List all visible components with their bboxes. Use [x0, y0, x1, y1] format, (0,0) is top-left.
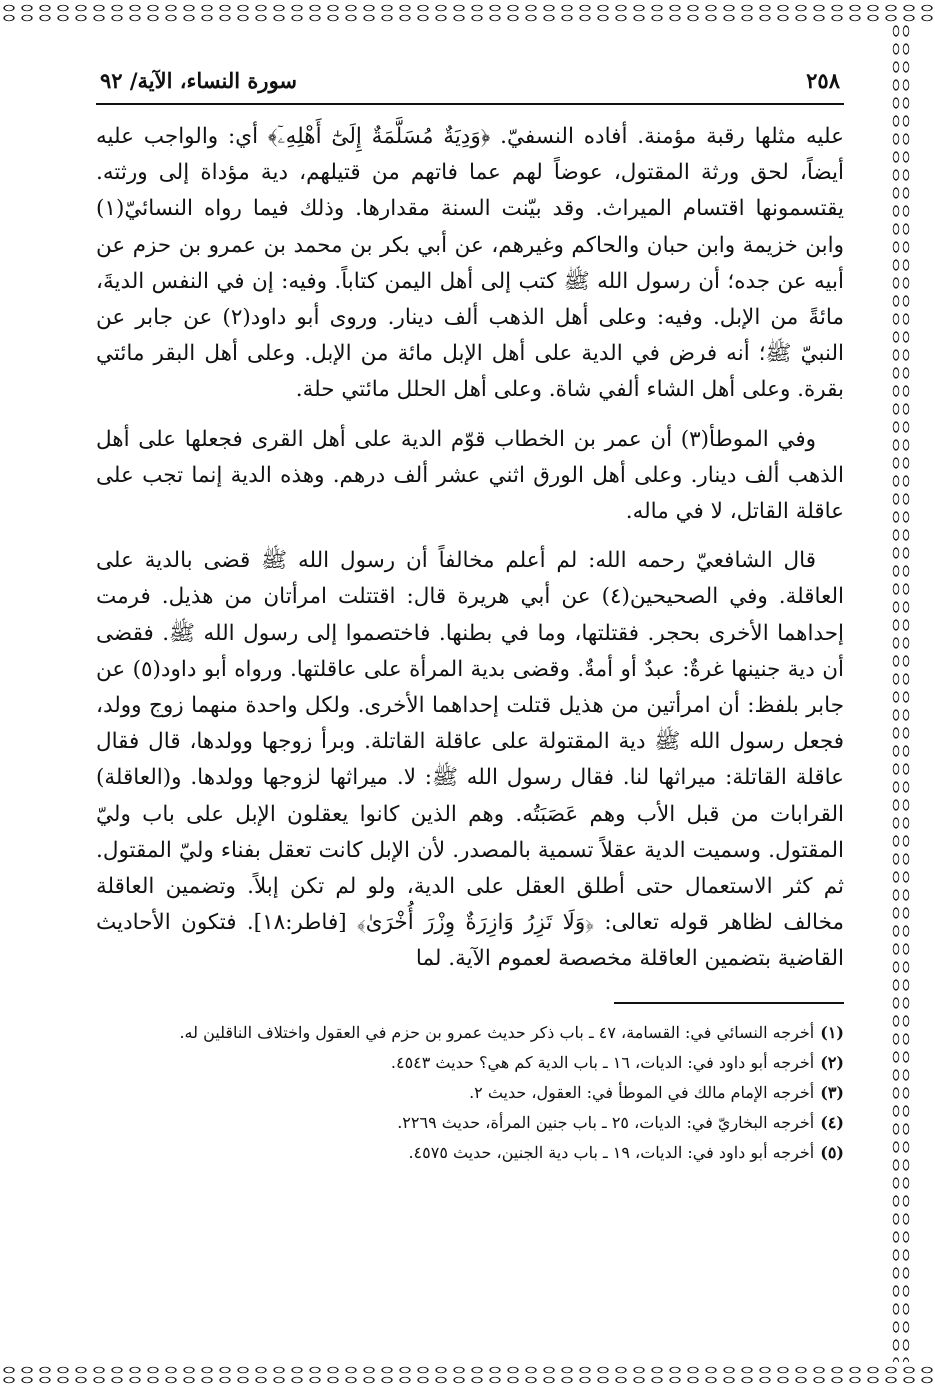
footnote-text: أخرجه أبو داود في: الديات، ١٩ ـ باب دية الجنين، حديث ٤٥٧٥. — [408, 1142, 815, 1162]
paragraph-1: عليه مثلها رقبة مؤمنة. أفاده النسفيّ. ﴿وَدِيَةٌ مُسَلَّمَةٌ إِلَىٰٓ أَهْلِهِۦٓ﴾ أي: والواجب عليه أيضاً، لحق ورثة المقتول، عوضاً لهم عما فاتهم من قتيلهم، دية مؤداة إلى ورثته. يقتسمونها اقتسام الميراث. وقد بيّنت السنة مقدارها. وذلك فيما رواه النسائيّ(١) وابن خزيمة وابن حبان والحاكم وغيرهم، عن أبي بكر بن محمد بن عمرو بن حزم عن أبيه عن جده؛ أن رسول الله ﷺ كتب إلى أهل اليمن كتاباً. وفيه: إن في النفس الديةَ، مائةً من الإبل. وفيه: وعلى أهل الذهب ألف دينار. وروى أبو داود(٢) عن جابر عن النبيّ ﷺ؛ أنه فرض في الدية على أهل الإبل مائة من الإبل. وعلى أهل البقر مائتي بقرة. وعلى أهل الشاء ألفي شاة. وعلى أهل الحلل مائتي حلة. — [96, 124, 844, 403]
footnote-2 — [96, 1048, 844, 1078]
paragraph-2: وفي الموطأ(٣) أن عمر بن الخطاب قوّم الدية على أهل القرى فجعلها على أهل الذهب ألف دينار. وعلى أهل الورق اثني عشر ألف درهم. وهذه الدية إنما تجب على عاقلة القاتل، لا في ماله. — [96, 426, 844, 525]
decorative-border-bottom — [0, 1362, 935, 1389]
footnote-number: (٥) — [820, 1142, 844, 1162]
page-number: ٢٥٨ — [806, 68, 840, 93]
footnote-text: أخرجه النسائي في: القسامة، ٤٧ ـ باب ذكر حديث عمرو بن حزم في العقول واختلاف الناقلين له. — [179, 1022, 815, 1042]
page-header — [96, 62, 844, 105]
footnote-text: أخرجه البخاريّ في: الديات، ٢٥ ـ باب جنين المرأة، حديث ٢٢٦٩. — [397, 1112, 815, 1132]
footnotes — [96, 1018, 844, 1168]
footnote-text: أخرجه الإمام مالك في الموطأ في: العقول، حديث ٢. — [469, 1082, 815, 1102]
main-text — [96, 119, 844, 978]
footnote-1 — [96, 1018, 844, 1048]
decorative-border-right — [889, 22, 913, 1366]
footnote-number: (١) — [820, 1022, 844, 1042]
surah-title: سورة النساء، الآية/ ٩٢ — [100, 68, 298, 93]
footnote-number: (٣) — [820, 1082, 844, 1102]
paragraph-3: قال الشافعيّ رحمه الله: لم أعلم مخالفاً أن رسول الله ﷺ قضى بالدية على العاقلة. وفي الصحيحين(٤) عن أبي هريرة قال: اقتتلت امرأتان من هذيل. فرمت إحداهما الأخرى بحجر. فقتلتها، وما في بطنها. فاختصموا إلى رسول الله ﷺ. فقضى أن دية جنينها غرةٌ: عبدٌ أو أمةٌ. وقضى بدية المرأة على عاقلتها. ورواه أبو داود(٥) عن جابر بلفظ: أن امرأتين من هذيل قتلت إحداهما الأخرى. ولكل واحدة منهما زوج وولد، فجعل رسول الله ﷺ دية المقتولة على عاقلة القاتلة. وبرأ زوجها وولدها، قال فقال عاقلة القاتلة: ميراثها لنا. فقال رسول الله ﷺ: لا. ميراثها لزوجها وولدها. و(العاقلة) القرابات من قبل الأب وهم عَصَبَتُه. وهم الذين كانوا يعقلون الإبل على باب وليّ المقتول. وسميت الدية عقلاً تسمية بالمصدر. لأن الإبل كانت تعقل بفناء وليّ المقتول. ثم كثر الاستعمال حتى أطلق العقل على الدية، ولو لم تكن إبلاً. وتضمين العاقلة مخالف لظاهر قوله تعالى: ﴿وَلَا تَزِرُ وَازِرَةٌ وِزْرَ أُخْرَىٰ﴾ [فاطر:١٨]. فتكون الأحاديث القاضية بتضمين العاقلة مخصصة لعموم الآية. لما — [96, 548, 844, 972]
book-page — [96, 62, 844, 1168]
footnote-number: (٢) — [820, 1052, 844, 1072]
decorative-border-top — [0, 0, 935, 26]
footnote-5 — [96, 1138, 844, 1168]
footnote-3 — [96, 1078, 844, 1108]
footnote-divider — [614, 1002, 844, 1004]
footnote-4 — [96, 1108, 844, 1138]
footnote-text: أخرجه أبو داود في: الديات، ١٦ ـ باب الدية كم هي؟ حديث ٤٥٤٣. — [390, 1052, 815, 1072]
footnote-number: (٤) — [820, 1112, 844, 1132]
